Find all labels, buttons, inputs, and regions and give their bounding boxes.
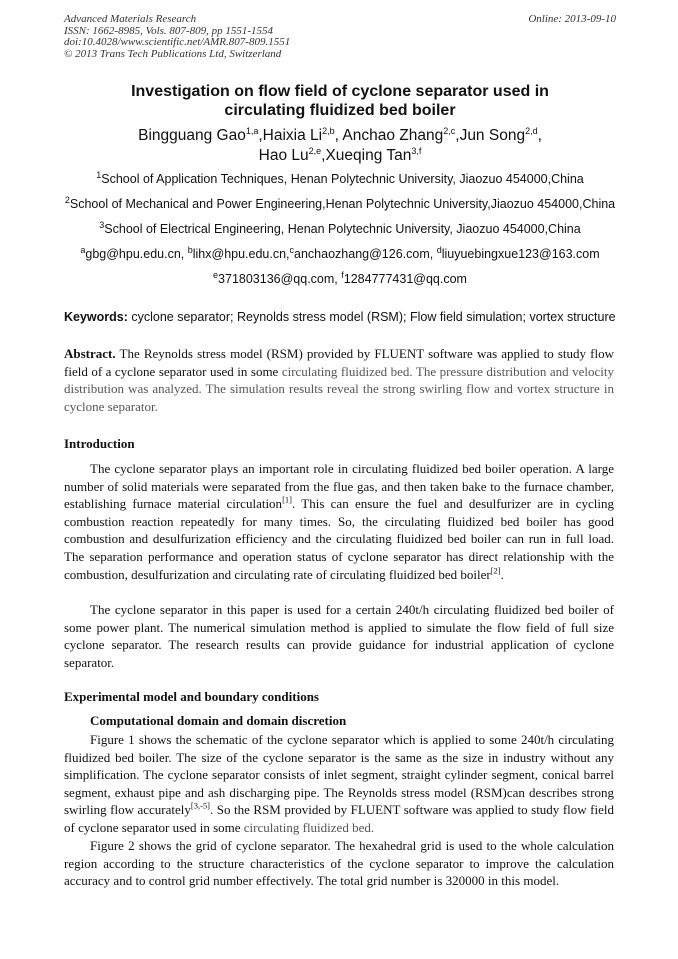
affiliation-sup: 2 xyxy=(64,194,70,205)
email-sup: f xyxy=(341,269,344,280)
author-separator: , xyxy=(455,127,460,144)
section-heading-introduction: Introduction xyxy=(64,436,135,451)
affiliation-2 xyxy=(40,194,640,212)
intro-p1-text: . This can ensure the fuel and desulfurizer are in cycling combustion reaction repeatedly for many times. So, the circulating fluidized bed boiler has good combustion and desulfurization efficiency and the circulating fluidized bed boiler can run in full load. The separation performance and operation status of cyclone separator has direct relationship with the combustion, desulfurization and circulating rate of circulating fluidized bed boiler xyxy=(64,496,614,582)
intro-p1-text: . xyxy=(500,566,504,582)
intro-p1-text: The cyclone separator plays an important role in circulating fluidized bed boiler operation. A large number of solid materials were separated from the flue gas, and then taken bake to the furnace chamber, establishing furnace material circulation xyxy=(64,461,614,512)
journal-header xyxy=(64,14,616,60)
author-sup: 2,d xyxy=(525,125,538,136)
paper-title xyxy=(64,82,616,120)
citation: [3,-5] xyxy=(190,801,210,812)
email-sup: c xyxy=(289,244,295,255)
email-sup: e xyxy=(213,269,219,280)
intro-paragraph-1 xyxy=(64,460,614,583)
affiliation-sup: 1 xyxy=(96,169,102,180)
author-name: Bingguang Gao xyxy=(138,127,246,144)
experimental-paragraph-2 xyxy=(64,837,614,890)
abstract-text-cont: circulating fluidized bed. The pressure distribution and velocity distribution was analyzed. The simulation results reveal the strong swirling flow and vortex structure in cyclone separator. xyxy=(64,363,614,414)
author-separator: , xyxy=(537,127,542,144)
citation: [1] xyxy=(282,494,292,505)
author-name: Hao Lu xyxy=(258,147,309,164)
online-date: Online: 2013-09-10 xyxy=(528,13,616,25)
email-address: 1284777431@qq.com xyxy=(343,272,467,286)
affiliation-text: School of Electrical Engineering, Henan Polytechnic University, Jiaozuo 454000,China xyxy=(104,222,581,236)
email-line-2 xyxy=(40,269,640,287)
keywords-label: Keywords: xyxy=(64,310,128,324)
affiliation-sup: 3 xyxy=(99,219,105,230)
exp-p1-text: circulating fluidized bed. xyxy=(243,819,375,835)
journal-doi: doi:10.4028/www.scientific.net/AMR.807-809.1551 xyxy=(64,36,291,49)
affiliation-text: School of Application Techniques, Henan Polytechnic University, Jiaozuo 454000,China xyxy=(101,172,584,186)
author-separator: , xyxy=(334,127,343,144)
author-list xyxy=(64,126,616,166)
author-name: Anchao Zhang xyxy=(342,127,444,144)
intro-paragraph-2 xyxy=(64,601,614,671)
title-line-1: Investigation on flow field of cyclone separator used in xyxy=(131,83,549,100)
email-sup: a xyxy=(80,244,86,255)
journal-name: Advanced Materials Research xyxy=(64,13,197,25)
affiliation-1 xyxy=(40,169,640,187)
author-name: Jun Song xyxy=(459,127,526,144)
intro-p2-text: The cyclone separator in this paper is used for a certain 240t/h circulating fluidized bed boiler of some power plant. The numerical simulation method is applied to simulate the flow field of full size cyclone separator. The research results can provide guidance for industrial application of cyclone separator. xyxy=(64,602,614,670)
email-address: gbg@hpu.edu.cn, xyxy=(85,247,188,261)
email-address: lihx@hpu.edu.cn, xyxy=(192,247,290,261)
author-separator: , xyxy=(321,147,326,164)
affiliation-3 xyxy=(40,219,640,237)
keywords-text: cyclone separator; Reynolds stress model (RSM); Flow field simulation; vortex structure xyxy=(127,310,616,324)
subsection-heading: Computational domain and domain discretion xyxy=(90,713,347,728)
journal-issn: ISSN: 1662-8985, Vols. 807-809, pp 1551-1554 xyxy=(64,24,273,37)
author-sup: 2,c xyxy=(443,125,456,136)
experimental-paragraph-1 xyxy=(64,731,614,837)
exp-p1-text: . So the RSM provided by FLUENT software was applied to study flow field of cyclone separator used in some xyxy=(64,802,614,835)
journal-copyright: © 2013 Trans Tech Publications Ltd, Switzerland xyxy=(64,47,282,60)
author-name: Haixia Li xyxy=(262,127,323,144)
email-line-1 xyxy=(40,244,640,262)
email-address: 371803136@qq.com, xyxy=(218,272,342,286)
section-heading-experimental: Experimental model and boundary conditions xyxy=(64,689,319,704)
author-sup: 2,e xyxy=(308,145,322,156)
affiliation-text: School of Mechanical and Power Engineering,Henan Polytechnic University,Jiaozuo 454000,China xyxy=(69,197,616,211)
author-sup: 1,a xyxy=(245,125,259,136)
exp-p1-text: Figure 1 shows the schematic of the cyclone separator which is applied to some 240t/h circulating fluidized bed boiler. The size of the cyclone separator is the same as the size in industry without any simplification. The cyclone separator consists of inlet segment, straight cylinder segment, conical barrel segment, exhaust pipe and ash discharging pipe. The Reynolds stress model (RSM)can describes strong swirling flow accurately xyxy=(64,732,614,818)
abstract-text: The Reynolds stress model (RSM) provided by FLUENT software was applied to study flow field of a cyclone separator used in some xyxy=(64,346,614,379)
citation: [2] xyxy=(490,565,501,576)
author-separator: , xyxy=(258,127,263,144)
abstract-label: Abstract. xyxy=(64,346,116,361)
author-sup: 3,f xyxy=(411,145,422,156)
author-sup: 2,b xyxy=(322,125,335,136)
abstract xyxy=(64,345,614,415)
author-name: Xueqing Tan xyxy=(325,147,412,164)
exp-p2-text: Figure 2 shows the grid of cyclone separator. The hexahedral grid is used to the whole calculation region according to the structure characteristics of the cyclone separator to improve the calculation accuracy and to control grid number effectively. The total grid number is 320000 in this model. xyxy=(64,838,614,889)
email-sup: b xyxy=(187,244,193,255)
title-line-2: circulating fluidized bed boiler xyxy=(224,102,456,119)
email-sup: d xyxy=(436,244,442,255)
keywords xyxy=(64,310,624,325)
email-address: liuyuebingxue123@163.com xyxy=(441,247,600,261)
email-address: anchaozhang@126.com, xyxy=(294,247,437,261)
